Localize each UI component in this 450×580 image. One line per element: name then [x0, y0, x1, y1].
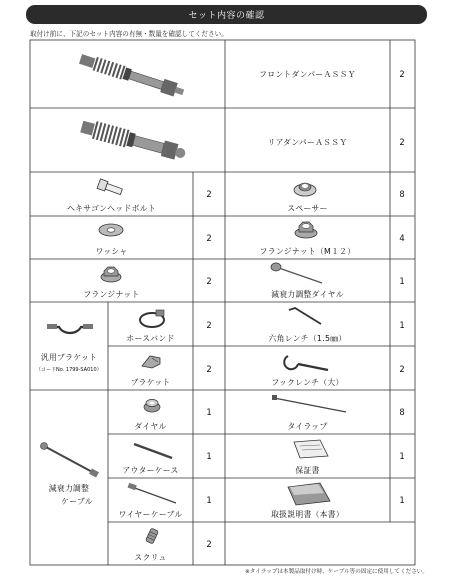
dial-qty: 1 [206, 407, 212, 417]
washer-label: ワッシャ [95, 247, 128, 256]
hook-wrench-label: フックレンチ（大） [271, 378, 344, 387]
damping-cable-icon [38, 440, 102, 480]
hex-bolt-icon [96, 177, 126, 199]
dial-label: ダイヤル [134, 422, 167, 431]
damping-dial-icon [268, 261, 328, 287]
washer-icon [98, 222, 124, 238]
spacer-label: スペーサー [287, 204, 328, 213]
spacer-qty: 8 [399, 189, 405, 199]
hex-wrench-icon [285, 306, 325, 328]
washer-qty: 2 [206, 233, 212, 243]
warranty-label: 保証書 [295, 466, 320, 475]
outer-case-qty: 1 [206, 451, 212, 461]
rear-damper-qty: 2 [399, 137, 405, 147]
tie-wrap-icon [270, 394, 350, 416]
outer-case-icon [130, 440, 176, 462]
tie-wrap-qty: 8 [399, 407, 405, 417]
intro-text: 取付け前に、下記のセット内容の有無・数量を確認してください。 [30, 30, 228, 38]
rear-damper-label: リアダンパーＡＳＳＹ [267, 138, 348, 147]
damping-dial-label: 減衰力調整ダイヤル [271, 290, 344, 299]
flange-nut-qty: 2 [206, 276, 212, 286]
rear-damper-icon [72, 113, 192, 168]
general-bracket-icon [45, 317, 95, 347]
hex-bolt-label: ヘキサゴンヘッドボルト [67, 204, 156, 213]
general-bracket-label: 汎用ブラケット [40, 353, 98, 362]
flange-nut-m12-icon [294, 220, 318, 240]
dial-icon [142, 395, 162, 415]
spacer-icon [292, 178, 318, 198]
wire-cable-label: ワイヤーケーブル [118, 510, 183, 519]
hex-bolt-qty: 2 [206, 189, 212, 199]
hook-wrench-icon [282, 350, 330, 374]
general-bracket-code: （コードNo. 1799-SA010） [36, 367, 102, 373]
hook-wrench-qty: 2 [399, 364, 405, 374]
bracket-label: ブラケット [130, 378, 171, 387]
screw-qty: 2 [206, 539, 212, 549]
hose-band-qty: 2 [206, 320, 212, 330]
manual-label: 取扱説明書（本書） [271, 510, 344, 519]
damping-dial-qty: 1 [399, 276, 405, 286]
page-title: セット内容の確認 [188, 11, 265, 21]
tie-wrap-label: タイラップ [287, 422, 328, 431]
wire-cable-icon [126, 483, 180, 507]
flange-nut-label: フランジナット [83, 290, 140, 299]
bracket-qty: 2 [206, 364, 212, 374]
manual-qty: 1 [399, 495, 405, 505]
warranty-icon [290, 438, 332, 460]
footnote: ※タイラップは本製品取付け時、ケーブル等の固定に使用してください。 [245, 569, 428, 575]
screw-label: スクリュ [134, 553, 167, 562]
hose-band-label: ホースバンド [126, 334, 175, 343]
outer-case-label: アウターケース [122, 466, 179, 475]
hose-band-icon [138, 307, 166, 331]
hex-wrench-qty: 1 [399, 320, 405, 330]
screw-icon [142, 526, 162, 546]
wire-cable-qty: 1 [206, 495, 212, 505]
front-damper-label: フロントダンパーＡＳＳＹ [259, 70, 356, 79]
front-damper-qty: 2 [399, 69, 405, 79]
damping-cable-label-line2: ケーブル [61, 497, 93, 506]
bracket-icon [140, 352, 162, 372]
hex-wrench-label: 六角レンチ（1.5㎜） [268, 334, 347, 343]
flange-nut-icon [100, 265, 122, 283]
front-damper-icon [70, 48, 190, 103]
flange-nut-m12-qty: 4 [399, 233, 405, 243]
flange-nut-m12-label: フランジナット（M１２） [259, 247, 356, 256]
manual-icon [284, 481, 334, 507]
damping-cable-label-line1: 減衰力調整 [48, 484, 90, 493]
warranty-qty: 1 [399, 451, 405, 461]
